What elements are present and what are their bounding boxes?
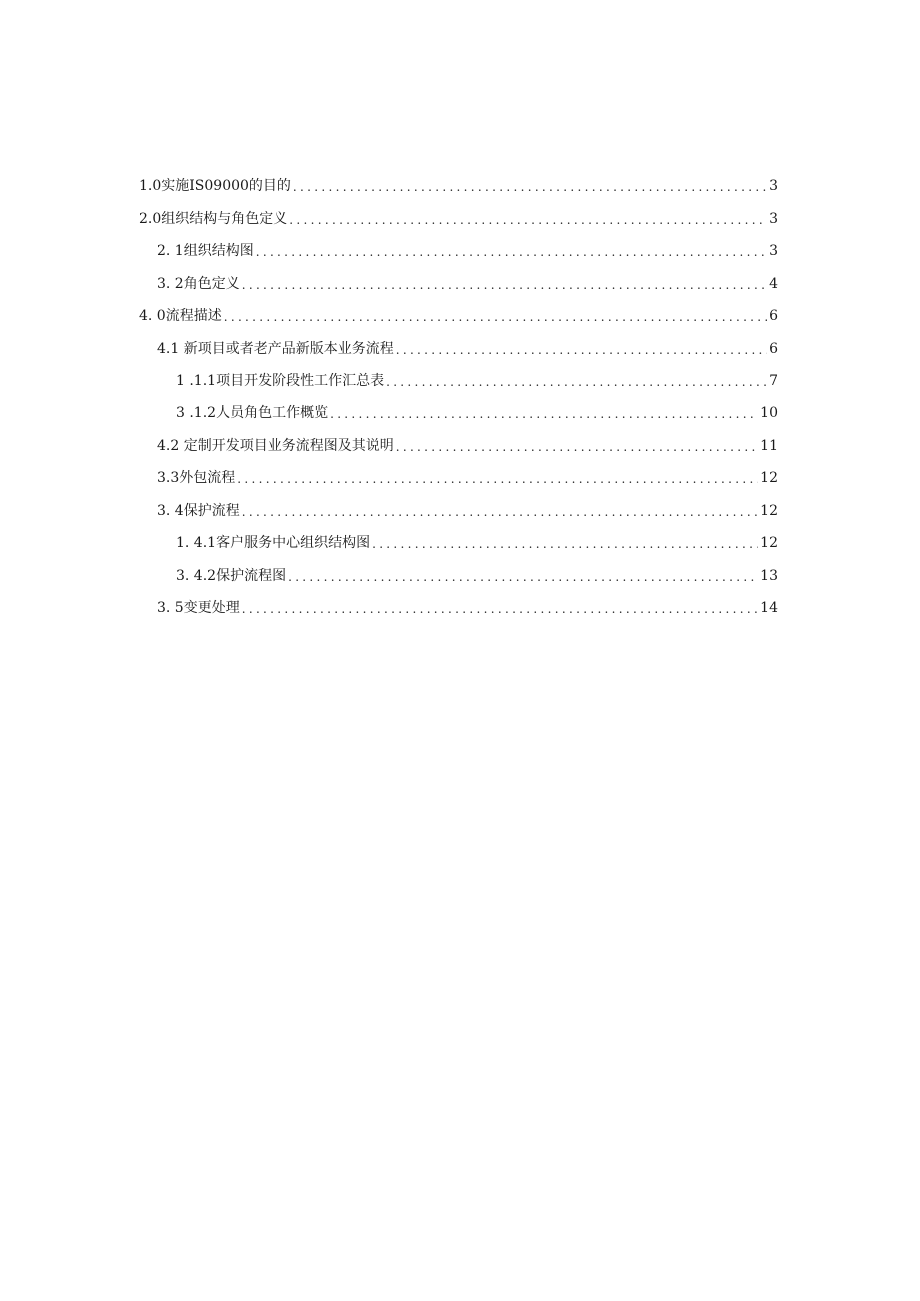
toc-leader-dots bbox=[242, 277, 767, 293]
toc-entry[interactable] bbox=[176, 563, 778, 585]
toc-page-number: 12 bbox=[760, 503, 778, 519]
toc-page-number: 14 bbox=[760, 600, 778, 616]
toc-entry[interactable] bbox=[176, 530, 778, 552]
toc-entry[interactable] bbox=[139, 303, 778, 325]
toc-entry-title: 1.0实施IS09000的目的 bbox=[139, 178, 291, 194]
toc-page-number: 3 bbox=[769, 243, 778, 259]
toc-leader-dots bbox=[242, 504, 758, 520]
toc-page-number: 10 bbox=[760, 405, 778, 421]
toc-leader-dots bbox=[289, 212, 767, 228]
toc-page-number: 3 bbox=[769, 178, 778, 194]
toc-entry[interactable] bbox=[139, 173, 778, 195]
toc-page-number: 4 bbox=[769, 276, 778, 292]
toc-leader-dots bbox=[242, 601, 758, 617]
toc-page-number: 11 bbox=[760, 438, 778, 454]
toc-entry-title: 3. 5变更处理 bbox=[157, 600, 240, 616]
toc-page-number: 12 bbox=[760, 535, 778, 551]
toc-page-number: 7 bbox=[769, 373, 778, 389]
toc-entry-title: 4.2 定制开发项目业务流程图及其说明 bbox=[157, 438, 394, 454]
toc-entry-title: 3 .1.2人员角色工作概览 bbox=[176, 405, 329, 421]
toc-leader-dots bbox=[386, 374, 767, 390]
toc-page-number: 12 bbox=[760, 470, 778, 486]
toc-entry-title: 4. 0流程描述 bbox=[139, 308, 222, 324]
toc-entry-title: 3. 2角色定义 bbox=[157, 276, 240, 292]
toc-entry-title: 3. 4.2保护流程图 bbox=[176, 568, 287, 584]
toc-entry-title: 4.1 新项目或者老产品新版本业务流程 bbox=[157, 341, 394, 357]
toc-entry-title: 2.0组织结构与角色定义 bbox=[139, 211, 288, 227]
toc-leader-dots bbox=[293, 179, 767, 195]
toc-page-number: 13 bbox=[760, 568, 778, 584]
toc-leader-dots bbox=[372, 536, 758, 552]
toc-leader-dots bbox=[396, 342, 767, 358]
toc-leader-dots bbox=[256, 244, 767, 260]
toc-entry[interactable] bbox=[157, 498, 778, 520]
toc-leader-dots bbox=[224, 309, 767, 325]
toc-entry-title: 3.3外包流程 bbox=[157, 470, 236, 486]
toc-page-number: 6 bbox=[769, 308, 778, 324]
toc-entry-title: 1 .1.1项目开发阶段性工作汇总表 bbox=[176, 373, 385, 389]
toc-entry-title: 2. 1组织结构图 bbox=[157, 243, 254, 259]
toc-entry[interactable] bbox=[157, 271, 778, 293]
toc-entry[interactable] bbox=[139, 206, 778, 228]
toc-entry[interactable] bbox=[176, 368, 778, 390]
toc-entry-title: 3. 4保护流程 bbox=[157, 503, 240, 519]
toc-leader-dots bbox=[330, 406, 758, 422]
toc-entry[interactable] bbox=[157, 238, 778, 260]
toc-entry[interactable] bbox=[157, 465, 778, 487]
toc-leader-dots bbox=[288, 569, 758, 585]
toc-entry-title: 1. 4.1客户服务中心组织结构图 bbox=[176, 535, 371, 551]
toc-page-number: 6 bbox=[769, 341, 778, 357]
toc-page-number: 3 bbox=[769, 211, 778, 227]
toc-entry[interactable] bbox=[176, 400, 778, 422]
toc-entry[interactable] bbox=[157, 336, 778, 358]
toc-entry[interactable] bbox=[157, 595, 778, 617]
toc-entry[interactable] bbox=[157, 433, 778, 455]
toc-leader-dots bbox=[237, 471, 758, 487]
toc-leader-dots bbox=[396, 439, 758, 455]
